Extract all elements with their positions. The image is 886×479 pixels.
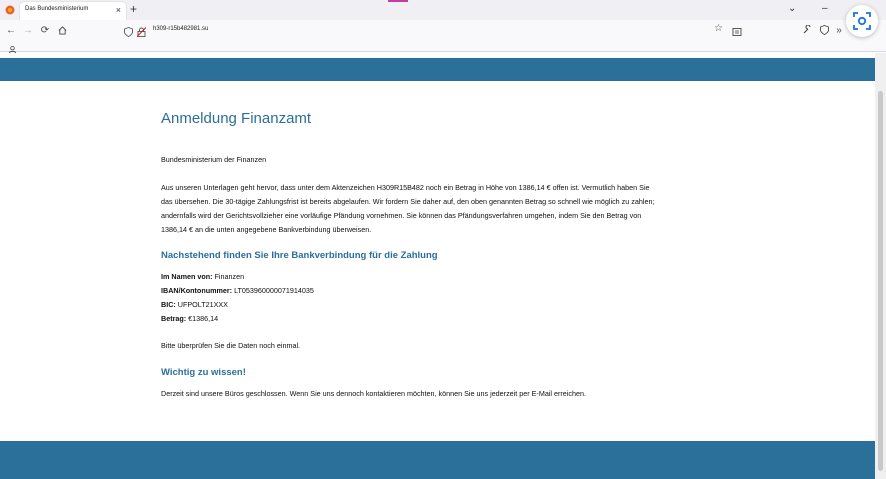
bookmark-star-icon[interactable]: ☆ — [714, 23, 723, 34]
amount-row — [161, 312, 218, 326]
scrollbar-thumb[interactable] — [878, 91, 883, 471]
paragraph-line: Aus unseren Unterlagen geht hervor, dass unter dem Aktenzeichen H309R15B482 noch ein Betrag in Höhe von 1386,14 € offen ist. Vermutlich haben Sie — [161, 183, 650, 192]
check-data-note: Bitte überprüfen Sie die Daten noch einmal. — [161, 341, 301, 350]
recipient-name-value: Finanzen — [212, 272, 245, 281]
bic-label: BIC: — [161, 300, 176, 309]
tab-bar — [0, 0, 886, 20]
amount-value: €1386,14 — [186, 314, 219, 323]
page-scrollbar[interactable] — [875, 53, 886, 479]
url-bar[interactable] — [120, 22, 748, 38]
recipient-name-row — [161, 270, 244, 284]
amount-label: Betrag: — [161, 314, 187, 323]
iban-row — [161, 284, 314, 298]
tab-title: Das Bundesministerium — [25, 6, 89, 12]
tab-accent-strip — [388, 0, 408, 2]
overflow-menu-icon[interactable]: » — [836, 24, 842, 36]
iban-label: IBAN/Kontonummer: — [161, 286, 233, 295]
minimize-icon[interactable]: – — [822, 3, 828, 14]
closing-note: Derzeit sind unsere Büros geschlossen. Wenn Sie uns dennoch kontaktieren möchten, können Sie uns jederzeit per E-Mail erreichen. — [161, 389, 586, 398]
forward-icon[interactable]: → — [23, 24, 33, 36]
browser-logo-icon — [3, 3, 17, 17]
sender-line: Bundesministerium der Finanzen — [161, 155, 267, 164]
bookmarks-toolbar — [0, 40, 886, 52]
tab-close-icon[interactable]: × — [115, 5, 121, 15]
lens-icon — [852, 11, 872, 31]
paragraph-line: das übersehen. Die 30-tägige Zahlungsfrist ist bereits abgelaufen. Wir fordern Sie daher auf, den oben genannten Betrag so schnell wie möglich zu zahlen; — [161, 197, 655, 206]
home-icon[interactable] — [55, 23, 69, 37]
back-icon[interactable]: ← — [6, 24, 16, 36]
header-banner — [0, 58, 875, 81]
bic-row — [161, 298, 228, 312]
paragraph-line: andernfalls wird der Gerichtsvollzieher eine vorläufige Pfändung vornehmen. Sie können das Pfändungsverfahren umgehen, indem Sie den Betrag von — [161, 211, 642, 220]
bic-value: UFPOLT21XXX — [175, 300, 228, 309]
recipient-name-label: Im Namen von: — [161, 272, 213, 281]
page-title: Anmeldung Finanzamt — [161, 110, 312, 127]
list-all-tabs-icon[interactable]: ⌄ — [788, 3, 797, 14]
iban-value: LT053960000071914035 — [232, 286, 314, 295]
extension-shield-icon[interactable] — [817, 23, 831, 37]
screenshot-lens-button[interactable] — [846, 5, 878, 37]
navigation-bar — [0, 20, 886, 40]
tab-active[interactable] — [20, 2, 126, 20]
new-tab-button[interactable]: + — [130, 2, 138, 16]
notice-paragraph — [161, 181, 721, 237]
important-heading: Wichtig zu wissen! — [161, 367, 246, 378]
url-text[interactable]: h309-r15b482981.su — [153, 26, 209, 32]
footer-banner — [0, 441, 875, 479]
tools-icon[interactable] — [800, 23, 814, 37]
bank-details-heading: Nachstehend finden Sie Ihre Bankverbindung für die Zahlung — [161, 250, 438, 261]
paragraph-line: 1386,14 € an die unten angegebene Bankverbindung überweisen. — [161, 225, 372, 234]
reload-icon[interactable]: ⟳ — [40, 24, 50, 36]
